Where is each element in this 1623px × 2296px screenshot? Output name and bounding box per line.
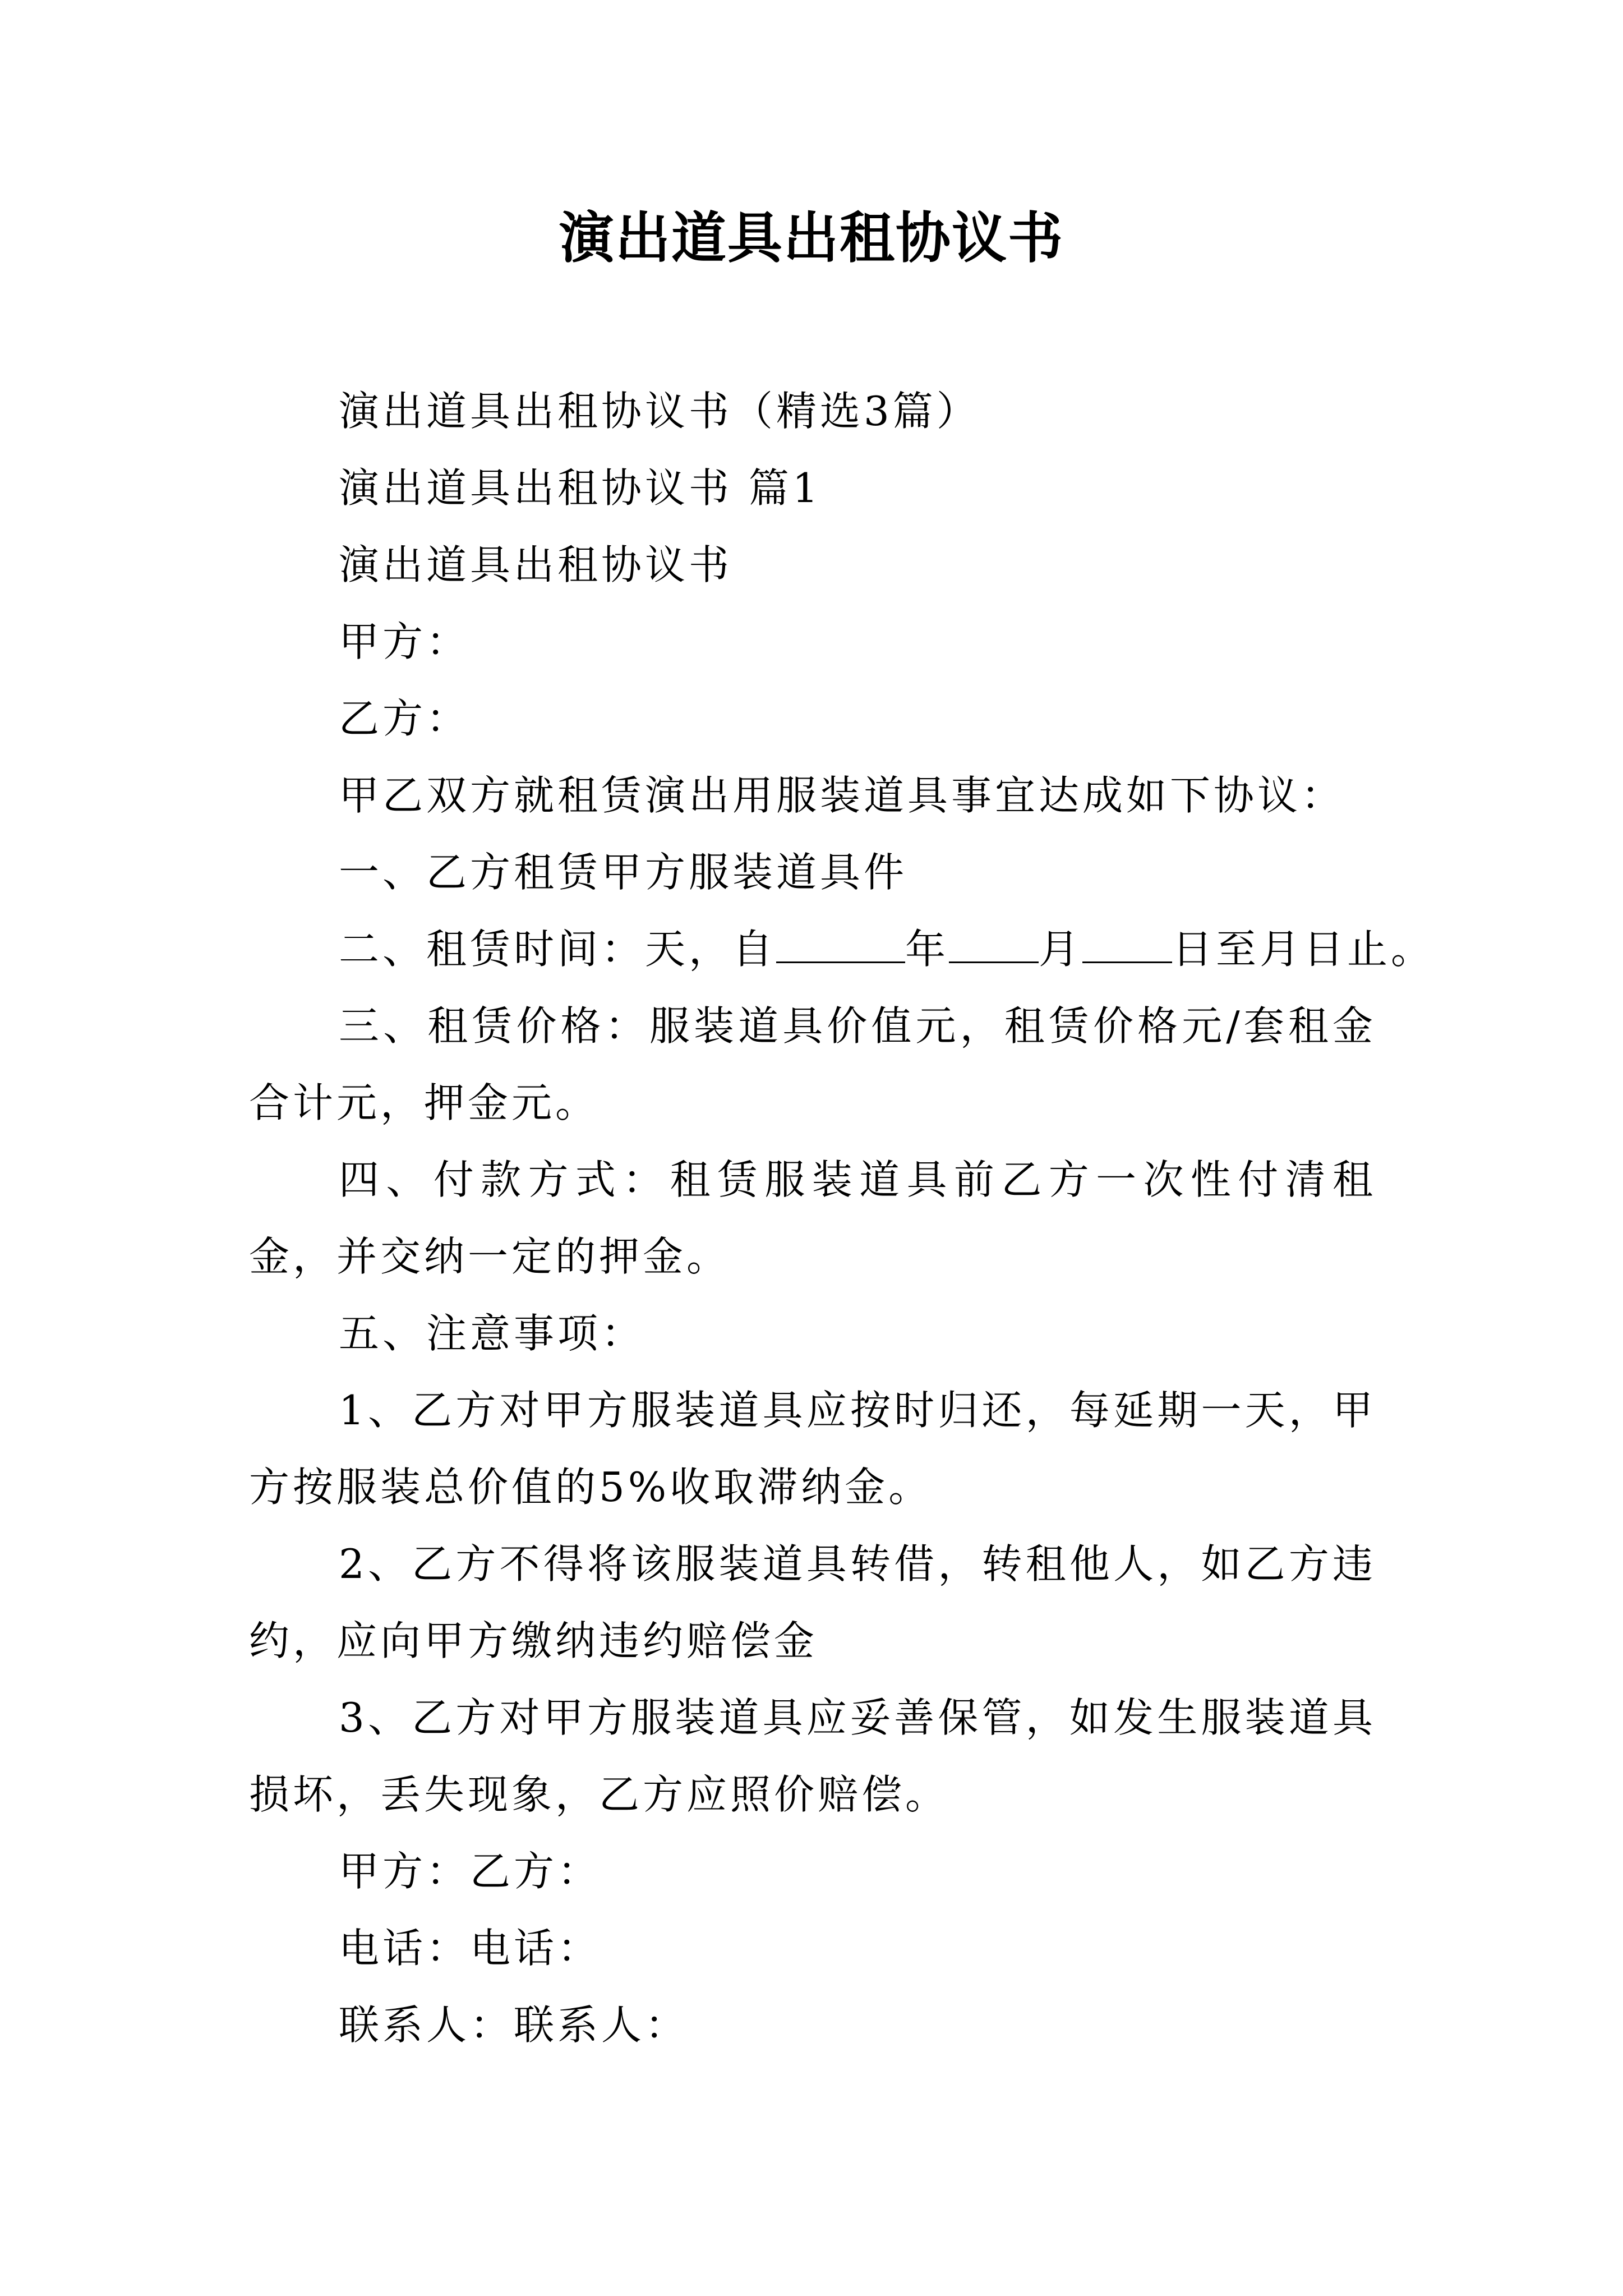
item5-paragraph: 五、注意事项： xyxy=(339,1310,645,1357)
sign-parties-line: 甲方：乙方： xyxy=(339,1848,602,1895)
item2-year: 年 xyxy=(905,926,949,973)
day-blank xyxy=(1082,927,1172,963)
item4-paragraph: 四、付款方式：租赁服装道具前乙方一次性付清租金，并交纳一定的押金。 xyxy=(249,1156,1376,1280)
party-b-line: 乙方： xyxy=(339,695,471,742)
item1-paragraph: 一、乙方租赁甲方服装道具件 xyxy=(339,849,908,896)
note3-paragraph: 3、乙方对甲方服装道具应妥善保管，如发生服装道具损坏，丢失现象，乙方应照价赔偿。 xyxy=(249,1694,1376,1818)
sign-phone-line: 电话：电话： xyxy=(339,1925,602,1972)
item2-month: 月 xyxy=(1039,926,1083,973)
note2-paragraph: 2、乙方不得将该服装道具转借，转租他人，如乙方违约，应向甲方缴纳违约赔偿金 xyxy=(249,1540,1376,1664)
month-blank xyxy=(949,927,1039,963)
document-body xyxy=(249,373,1435,2064)
document-title: 演出道具出租协议书 xyxy=(559,206,1064,270)
subtitle-line: 演出道具出租协议书（精选3篇） xyxy=(339,388,980,435)
item3-paragraph: 三、租赁价格：服装道具价值元，租赁价格元/套租金合计元，押金元。 xyxy=(249,1002,1376,1126)
sign-contact-line: 联系人：联系人： xyxy=(339,2001,689,2049)
item2-paragraph xyxy=(249,911,1435,988)
doc-heading-line: 演出道具出租协议书 xyxy=(339,541,733,588)
intro-paragraph: 甲乙双方就租赁演出用服装道具事宜达成如下协议： xyxy=(339,772,1345,819)
year-blank xyxy=(776,927,905,963)
party-a-line: 甲方： xyxy=(339,618,471,665)
item2-prefix: 二、租赁时间：天，自 xyxy=(339,926,777,973)
item2-suffix: 日至月日止。 xyxy=(1172,926,1435,973)
note1-paragraph: 1、乙方对甲方服装道具应按时归还，每延期一天，甲方按服装总价值的5%收取滞纳金。 xyxy=(249,1387,1376,1511)
chapter-line: 演出道具出租协议书 篇1 xyxy=(339,464,822,512)
